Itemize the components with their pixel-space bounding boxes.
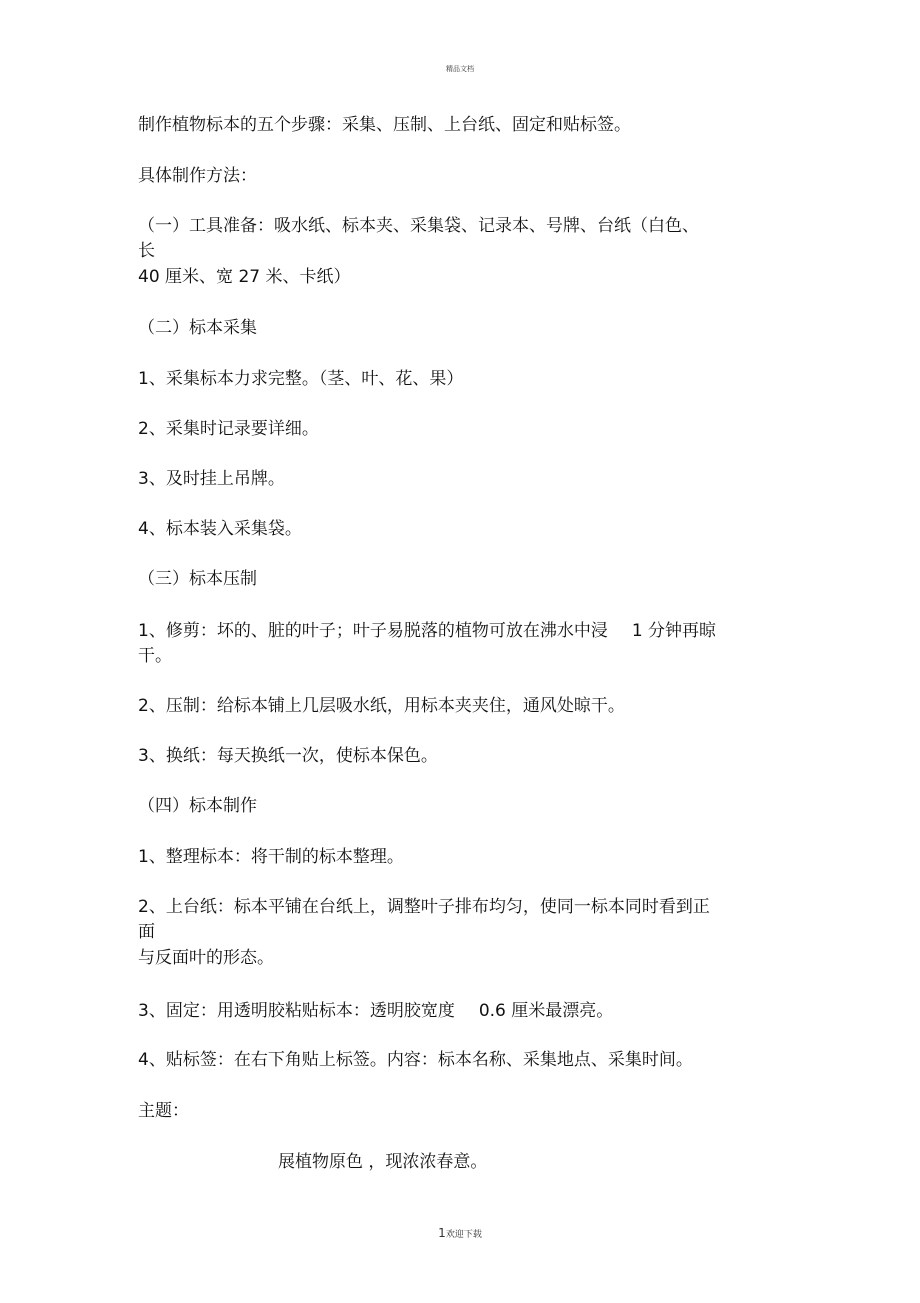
tools-line-3: 40 厘米、宽 27 米、卡纸） [138, 267, 351, 287]
section-collection-heading: （二）标本采集 [138, 318, 257, 338]
section-mounting-heading: （四）标本制作 [138, 796, 257, 816]
mounting-step-4: 4、贴标签：在右下角贴上标签。内容：标本名称、采集地点、采集时间。 [138, 1050, 693, 1070]
collection-step-2: 2、采集时记录要详细。 [138, 419, 319, 439]
tools-line-2: 长 [138, 241, 155, 261]
collection-step-3: 3、及时挂上吊牌。 [138, 469, 285, 489]
theme-slogan: 展植物原色 ，现浓浓春意。 [278, 1152, 488, 1172]
pressing-step-1 [138, 620, 716, 642]
collection-step-4: 4、标本装入采集袋。 [138, 519, 302, 539]
method-heading: 具体制作方法： [138, 166, 257, 186]
mounting-step-1: 1、整理标本：将干制的标本整理。 [138, 847, 404, 867]
intro-paragraph: 制作植物标本的五个步骤：采集、压制、上台纸、固定和贴标签。 [138, 115, 631, 135]
pressing-step-1-text: 1、修剪：坏的、脏的叶子；叶子易脱落的植物可放在沸水中浸 [138, 621, 608, 641]
page-footer [0, 1226, 920, 1240]
pressing-step-3: 3、换纸：每天换纸一次，使标本保色。 [138, 746, 438, 766]
pressing-step-2: 2、压制：给标本铺上几层吸水纸，用标本夹夹住，通风处晾干。 [138, 696, 625, 716]
mounting-step-2-line-3: 与反面叶的形态。 [138, 948, 274, 968]
mounting-step-3-text: 3、固定：用透明胶粘贴标本：透明胶宽度 [138, 1001, 455, 1021]
theme-label: 主题： [138, 1101, 189, 1121]
pressing-step-1-continued: 干。 [138, 646, 172, 666]
mounting-step-3-width: 0.6 厘米最漂亮。 [478, 1001, 614, 1021]
collection-step-1: 1、采集标本力求完整。（茎、叶、花、果） [138, 369, 464, 389]
mounting-step-3 [138, 1000, 613, 1022]
section-pressing-heading: （三）标本压制 [138, 569, 257, 589]
pressing-step-1-duration: 1 分钟再晾 [631, 621, 717, 641]
footer-text: 欢迎下载 [445, 1230, 482, 1240]
mounting-step-2-line-2: 面 [138, 922, 155, 942]
mounting-step-2-line-1: 2、上台纸：标本平铺在台纸上，调整叶子排布均匀，使同一标本同时看到正 [138, 897, 710, 917]
page-number: 1 [438, 1226, 446, 1240]
tools-line-1: （一）工具准备：吸水纸、标本夹、采集袋、记录本、号牌、台纸（白色、 [138, 216, 699, 236]
page-header: 精品文档 [446, 65, 474, 73]
